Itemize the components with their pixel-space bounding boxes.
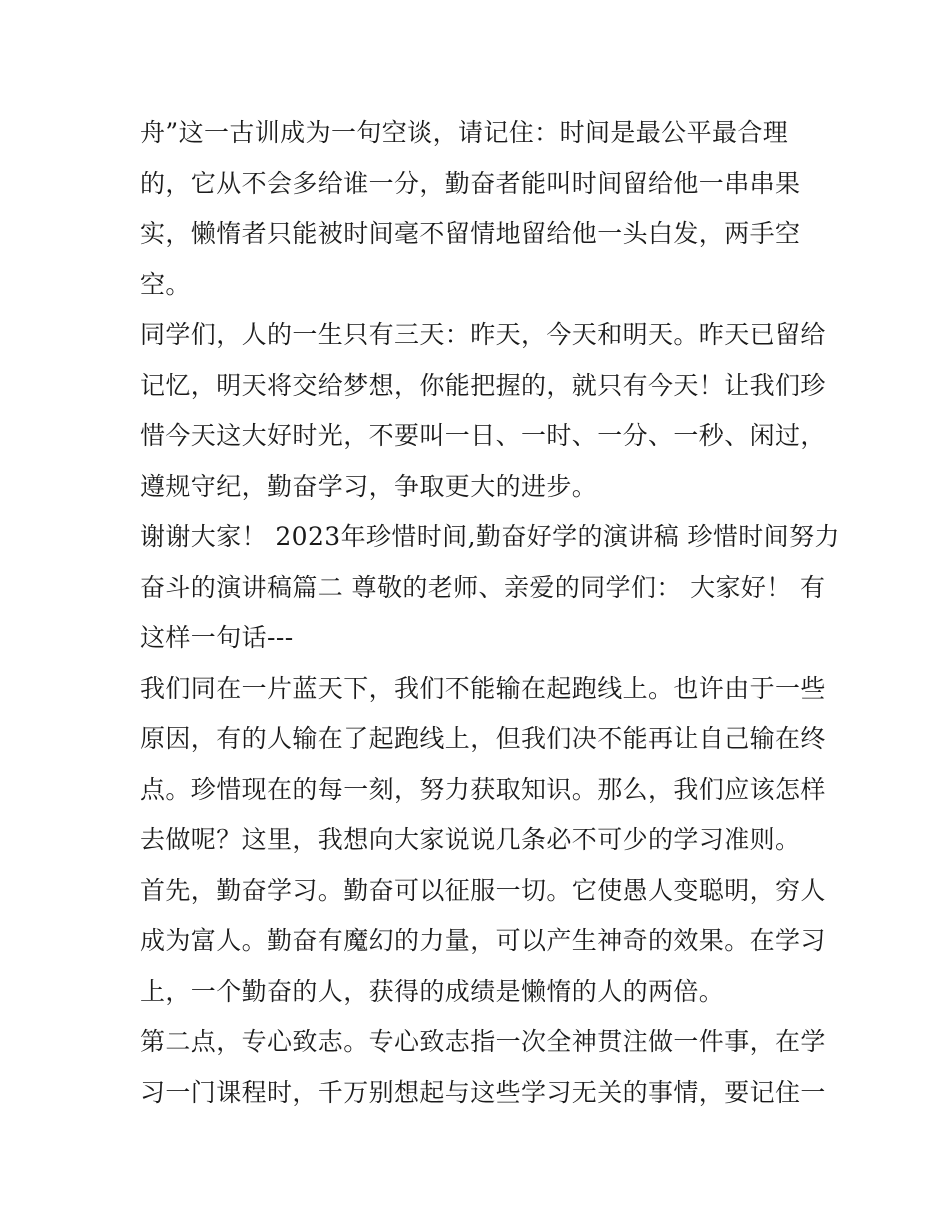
text-line: 遵规守纪，勤奋学习，争取更大的进步。	[140, 471, 598, 501]
text-line: 的，它从不会多给谁一分，勤奋者能叫时间留给他一串串果	[140, 168, 801, 198]
body-text	[140, 108, 840, 1118]
text-line: 谢谢大家！ 2023年珍惜时间,勤奋好学的演讲稿 珍惜时间努力	[140, 522, 840, 551]
text-line: 习一门课程时，千万别想起与这些学习无关的事情，要记住一	[140, 1077, 826, 1107]
text-line: 我们同在一片蓝天下，我们不能输在起跑线上。也许由于一些	[140, 673, 826, 703]
text-line: 同学们，人的一生只有三天：昨天，今天和明天。昨天已留给	[140, 320, 826, 349]
text-line: 这样一句话---	[140, 623, 294, 652]
text-line: 去做呢？这里，我想向大家说说几条必不可少的学习准则。	[140, 825, 801, 854]
text-line: 实，懒惰者只能被时间毫不留情地留给他一头白发，两手空	[140, 219, 801, 248]
text-line: 上，一个勤奋的人，获得的成绩是懒惰的人的两倍。	[140, 976, 725, 1006]
text-line: 首先，勤奋学习。勤奋可以征服一切。它使愚人变聪明，穷人	[140, 875, 826, 905]
text-line: 原因，有的人输在了起跑线上，但我们决不能再让自己输在终	[140, 724, 826, 753]
text-line: 奋斗的演讲稿篇二 尊敬的老师、亲爱的同学们： 大家好！ 有	[140, 572, 826, 602]
text-line: 惜今天这大好时光，不要叫一日、一时、一分、一秒、闲过，	[140, 421, 826, 450]
text-line: 空。	[140, 269, 191, 299]
text-line: 成为富人。勤奋有魔幻的力量，可以产生神奇的效果。在学习	[140, 926, 826, 955]
text-line: 舟”这一古训成为一句空谈，请记住：时间是最公平最合理	[140, 118, 789, 147]
text-line: 第二点，专心致志。专心致志指一次全神贯注做一件事，在学	[140, 1027, 826, 1056]
text-line: 点。珍惜现在的每一刻，努力获取知识。那么，我们应该怎样	[140, 774, 826, 804]
text-line: 记忆，明天将交给梦想，你能把握的，就只有今天！让我们珍	[140, 370, 826, 400]
